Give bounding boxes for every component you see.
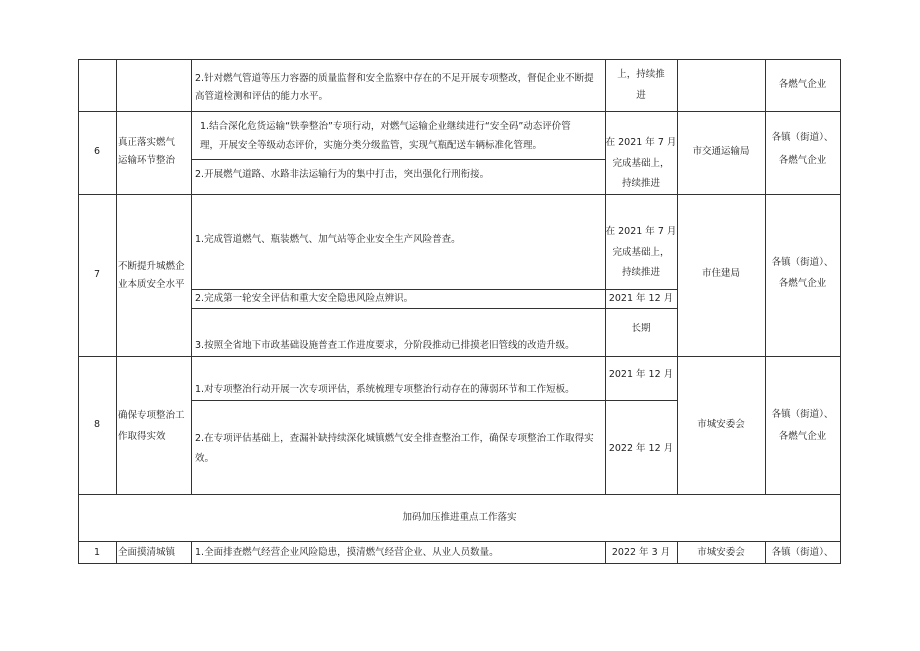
deadline-text: 进	[636, 90, 646, 101]
task-item-text: 1.对专项整治行动开展一次专项评估，系统梳理专项整治行动存在的薄弱环节和工作短板。	[195, 384, 575, 395]
task-item-text: 效。	[195, 453, 215, 464]
lead-department: 市城安委会	[697, 419, 745, 430]
section-header: 加码加压推进重点工作落实	[402, 512, 517, 523]
task-title: 作取得实效	[118, 431, 166, 442]
cooperating-units: 各燃气企业	[778, 155, 827, 166]
row-divider	[78, 194, 841, 195]
lead-department: 市住建局	[701, 268, 740, 279]
task-title: 全面摸清城镇	[118, 547, 176, 558]
task-item-text: 理，开展安全等级动态评价，实施分类分级监管，实现气瓶配送车辆标准化管理。	[200, 140, 543, 151]
column-divider	[191, 59, 192, 495]
deadline-text: 上，持续推	[617, 69, 665, 80]
row-number: 1	[93, 547, 101, 558]
deadline-text: 持续推进	[621, 178, 660, 189]
column-divider	[840, 59, 841, 564]
task-title: 业本质安全水平	[118, 279, 185, 290]
task-item-text: 1.结合深化危货运输“铁拳整治”专项行动，对燃气运输企业继续进行“安全码”动态评价管	[200, 121, 571, 132]
column-divider	[78, 59, 79, 564]
deadline-text: 2022 年 12 月	[608, 443, 674, 454]
row-divider	[78, 563, 841, 564]
deadline-text: 在 2021 年 7 月	[605, 137, 677, 148]
cooperating-units: 各镇（街道）、	[771, 409, 834, 420]
deadline-text: 2021 年 12 月	[608, 369, 674, 380]
task-item-text: 2.完成第一轮安全评估和重大安全隐患风险点辨识。	[195, 293, 414, 304]
task-title: 不断提升城燃企	[118, 261, 185, 272]
row-number: 6	[93, 146, 101, 157]
deadline-text: 持续推进	[621, 267, 660, 278]
cooperating-units: 各燃气企业	[778, 278, 827, 289]
column-divider	[191, 541, 192, 564]
row-divider	[78, 541, 841, 542]
lead-department: 市城安委会	[697, 547, 745, 558]
cooperating-units: 各燃气企业	[778, 79, 827, 90]
task-item-text: 2.在专项评估基础上，查漏补缺持续深化城镇燃气安全排查整治工作，确保专项整治工作取得实	[195, 433, 594, 444]
row-number: 7	[93, 269, 101, 280]
task-item-text: 1.全面排查燃气经营企业风险隐患，摸清燃气经营企业、从业人员数量。	[195, 547, 499, 558]
task-item-text: 1.完成管道燃气、瓶装燃气、加气站等企业安全生产风险普查。	[195, 234, 461, 245]
row-divider	[78, 356, 841, 357]
deadline-text: 2022 年 3 月	[611, 547, 671, 558]
deadline-text: 完成基础上，	[612, 247, 670, 258]
column-divider	[116, 59, 117, 495]
deadline-text: 2021 年 12 月	[608, 293, 674, 304]
task-item-text: 2.开展燃气道路、水路非法运输行为的集中打击，突出强化行刑衔接。	[195, 169, 490, 180]
task-item-text: 高管道检测和评估的能力水平。	[195, 91, 329, 102]
row-number: 8	[93, 419, 101, 430]
row-divider	[191, 159, 605, 160]
deadline-text: 完成基础上，	[612, 158, 670, 169]
cooperating-units: 各镇（街道）、	[771, 132, 834, 143]
row-divider	[78, 111, 841, 112]
task-title: 运输环节整治	[118, 155, 176, 166]
task-title: 确保专项整治工	[118, 410, 185, 421]
task-title: 真正落实燃气	[118, 137, 176, 148]
column-divider	[116, 541, 117, 564]
deadline-text: 长期	[631, 323, 651, 334]
task-item-text: 3.按照全省地下市政基础设施普查工作进度要求，分阶段推动已排摸老旧管线的改造升级。	[195, 340, 575, 351]
cooperating-units: 各镇（街道）、	[771, 547, 834, 558]
row-divider	[78, 494, 841, 495]
cooperating-units: 各镇（街道）、	[771, 257, 834, 268]
task-item-text: 2.针对燃气管道等压力容器的质量监督和安全监察中存在的不足开展专项整改，督促企业不断提	[195, 73, 594, 84]
deadline-text: 在 2021 年 7 月	[605, 226, 677, 237]
lead-department: 市交通运输局	[692, 146, 750, 157]
cooperating-units: 各燃气企业	[778, 431, 827, 442]
row-divider	[78, 59, 841, 60]
